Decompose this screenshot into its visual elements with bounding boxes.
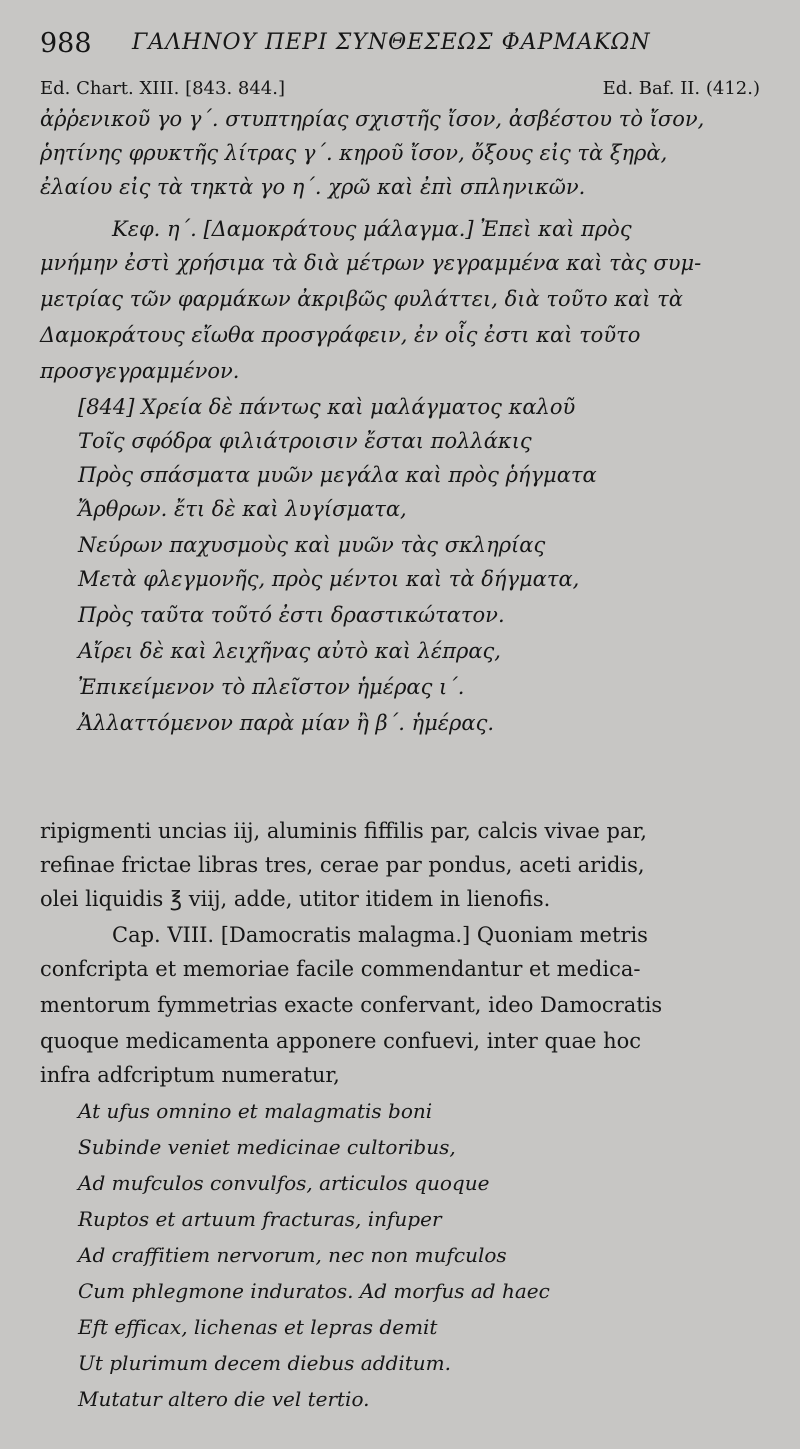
greek-verse-line: Ἐπικείμενον τὸ πλεῖστον ἡμέρας ι΄.	[78, 675, 465, 699]
latin-verse-line: Eft efficax, lichenas et lepras demit	[78, 1315, 438, 1339]
greek-verse-line: Νεύρων παχυσμοὺς καὶ μυῶν τὰς σκληρίας	[78, 533, 546, 557]
greek-prose-line: μνήμην ἐστὶ χρήσιμα τὰ διὰ μέτρων γεγραμμένα καὶ τὰς συμ-	[40, 251, 702, 275]
latin-prose-line: confcripta et memoriae facile commendantur et medica-	[40, 957, 641, 981]
latin-prose-line: ripigmenti uncias iij, aluminis fiffilis par, calcis vivae par,	[40, 819, 647, 843]
greek-prose-line: μετρίας τῶν φαρμάκων ἀκριβῶς φυλάττει, διὰ τοῦτο καὶ τὰ	[40, 287, 683, 311]
greek-verse-line: Τοῖς σφόδρα φιλιάτροισιν ἔσται πολλάκις	[78, 429, 532, 453]
greek-verse-line: Πρὸς ταῦτα τοῦτό ἐστι δραστικώτατον.	[78, 603, 505, 627]
greek-prose-line: προσγεγραμμένον.	[40, 359, 240, 383]
greek-chapter-heading: Κεφ. η΄. [Δαμοκράτους μάλαγμα.] Ἐπεὶ καὶ πρὸς	[112, 217, 632, 241]
latin-prose-line: olei liquidis ℥ viij, adde, utitor itidem in lienofis.	[40, 887, 551, 911]
greek-prose-line: ἐλαίου εἰς τὰ τηκτὰ γο η΄. χρῶ καὶ ἐπὶ σπληνικῶν.	[40, 175, 586, 199]
greek-prose-line: Δαμοκράτους εἴωθα προσγράφειν, ἐν οἷς ἐστι καὶ τοῦτο	[40, 323, 641, 347]
edition-reference-left: Ed. Chart. XIII. [843. 844.]	[40, 78, 285, 99]
latin-verse-line: Cum phlegmone induratos. Ad morfus ad haec	[78, 1279, 550, 1303]
latin-verse-line: Ruptos et artuum fracturas, infuper	[78, 1207, 442, 1231]
edition-reference-right: Ed. Baf. II. (412.)	[602, 78, 760, 99]
latin-verse-line: Ad craffitiem nervorum, nec non mufculos	[78, 1243, 507, 1267]
latin-chapter-heading: Cap. VIII. [Damocratis malagma.] Quoniam metris	[112, 923, 648, 947]
latin-verse-line: Ad mufculos convulfos, articulos quoque	[78, 1171, 490, 1195]
latin-verse-line: At ufus omnino et malagmatis boni	[78, 1099, 433, 1123]
page-header	[40, 28, 770, 62]
latin-verse-line: Subinde veniet medicinae cultoribus,	[78, 1135, 456, 1159]
greek-verse-line: Πρὸς σπάσματα μυῶν μεγάλα καὶ πρὸς ῥήγματα	[78, 463, 597, 487]
greek-verse-line: [844] Χρεία δὲ πάντως καὶ μαλάγματος καλοῦ	[78, 395, 576, 419]
greek-verse-line: Αἴρει δὲ καὶ λειχῆνας αὐτὸ καὶ λέπρας,	[78, 639, 501, 663]
greek-verse-line: Ἀλλαττόμενον παρὰ μίαν ἢ β΄. ἡμέρας.	[78, 711, 495, 735]
page-number: 988	[40, 28, 92, 59]
greek-prose-line: ἀῤῥενικοῦ γο γ΄. στυπτηρίας σχιστῆς ἴσον, ἀσβέστου τὸ ἴσον,	[40, 107, 705, 131]
running-title: ΓΑΛΗΝΟΥ ΠΕΡΙ ΣΥΝΘΕΣΕΩΣ ΦΑΡΜΑΚΩΝ	[132, 30, 651, 55]
greek-prose-line: ῥητίνης φρυκτῆς λίτρας γ΄. κηροῦ ἴσον, ὄξους εἰς τὰ ξηρὰ,	[40, 141, 668, 165]
latin-prose-line: infra adfcriptum numeratur,	[40, 1063, 340, 1087]
latin-verse-line: Mutatur altero die vel tertio.	[78, 1387, 370, 1411]
latin-prose-line: refinae frictae libras tres, cerae par pondus, aceti aridis,	[40, 853, 645, 877]
greek-verse-line: Ἄρθρων. ἔτι δὲ καὶ λυγίσματα,	[78, 497, 407, 521]
latin-prose-line: mentorum fymmetrias exacte confervant, ideo Damocratis	[40, 993, 663, 1017]
greek-verse-line: Μετὰ φλεγμονῆς, πρὸς μέντοι καὶ τὰ δήγματα,	[78, 567, 580, 591]
latin-prose-line: quoque medicamenta apponere confuevi, inter quae hoc	[40, 1029, 642, 1053]
latin-verse-line: Ut plurimum decem diebus additum.	[78, 1351, 451, 1375]
